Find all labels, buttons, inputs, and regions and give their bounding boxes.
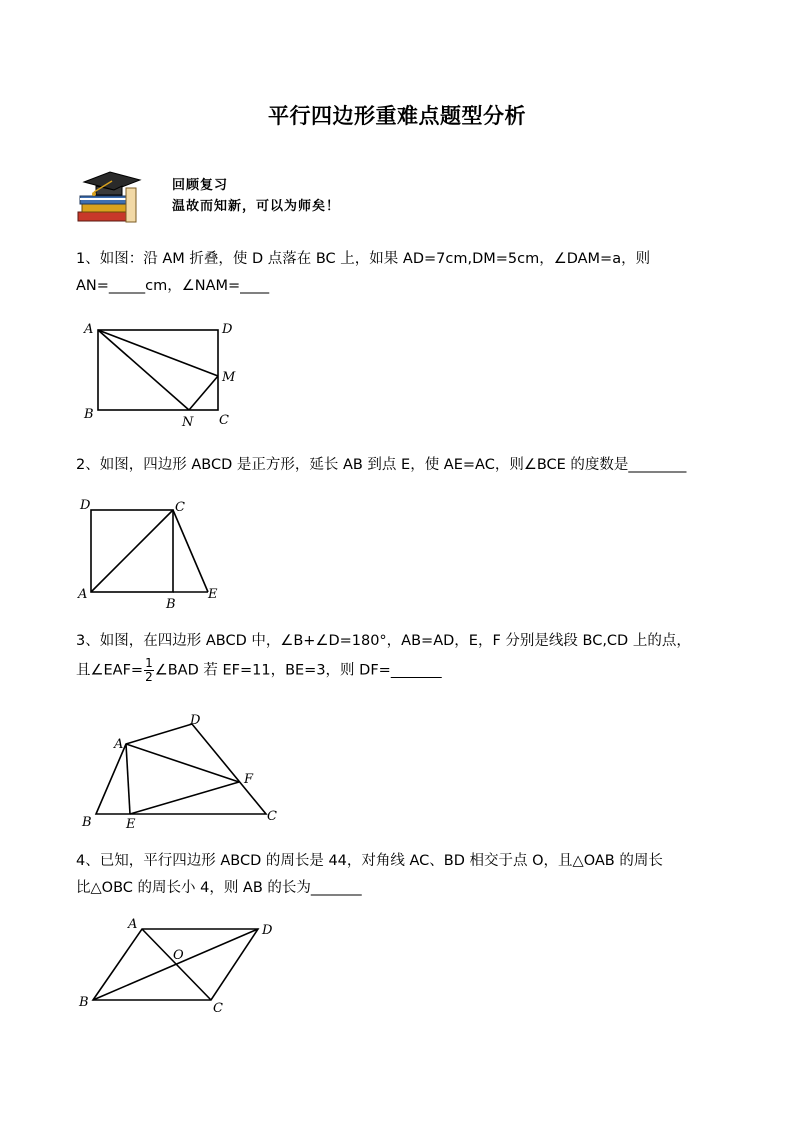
fig3-label-b: B bbox=[82, 815, 92, 830]
fig2-segment-ac bbox=[91, 510, 173, 592]
page-title: 平行四边形重难点题型分析 bbox=[268, 103, 526, 128]
review-heading: 回顾复习 bbox=[172, 178, 229, 193]
review-banner bbox=[76, 168, 456, 228]
fig2-segment-ce bbox=[173, 510, 208, 592]
fig3-label-e: E bbox=[126, 817, 136, 832]
fig1-label-m: M bbox=[222, 370, 236, 385]
fig4-label-o: O bbox=[173, 948, 184, 963]
fig4-label-c: C bbox=[213, 1001, 223, 1016]
fig1-segment-nm bbox=[189, 376, 218, 410]
fig3-label-c: C bbox=[267, 809, 277, 824]
figure-1-rectangle-fold bbox=[76, 316, 256, 434]
fig1-label-d: D bbox=[222, 322, 233, 337]
fig4-label-b: B bbox=[79, 995, 89, 1010]
fig1-label-c: C bbox=[219, 413, 229, 428]
question-4 bbox=[76, 848, 736, 902]
fraction-numerator: 1 bbox=[145, 656, 153, 670]
fraction-denominator: 2 bbox=[145, 670, 153, 684]
question-2-line-1: 2、如图，四边形 ABCD 是正方形，延长 AB 到点 E，使 AE=AC，则∠BCE 的度数是________ bbox=[76, 457, 687, 473]
fig3-segment-ef bbox=[130, 782, 239, 814]
fig2-label-a: A bbox=[78, 587, 88, 602]
fig3-label-f: F bbox=[244, 772, 254, 787]
question-3-line-2 bbox=[76, 657, 736, 685]
fig1-label-a: A bbox=[84, 322, 94, 337]
question-2 bbox=[76, 452, 736, 479]
fig4-label-d: D bbox=[262, 923, 273, 938]
review-motto: 温故而知新，可以为师矣！ bbox=[172, 199, 341, 214]
fig1-label-b: B bbox=[84, 407, 94, 422]
fig1-segment-an bbox=[98, 330, 189, 410]
figure-3-quadrilateral bbox=[76, 706, 296, 834]
fig2-label-c: C bbox=[175, 500, 185, 515]
question-4-line-1: 4、已知，平行四边形 ABCD 的周长是 44，对角线 AC、BD 相交于点 O，且△OAB 的周长 bbox=[76, 853, 663, 869]
fig2-label-d: D bbox=[80, 498, 91, 513]
figure-4-parallelogram bbox=[76, 912, 296, 1018]
fig4-label-a: A bbox=[128, 917, 138, 932]
question-3-line-1: 3、如图，在四边形 ABCD 中，∠B+∠D=180°，AB=AD，E，F 分别是线段 BC,CD 上的点， bbox=[76, 633, 691, 649]
question-4-line-2: 比△OBC 的周长小 4，则 AB 的长为_______ bbox=[76, 880, 362, 896]
question-1 bbox=[76, 246, 736, 300]
question-3 bbox=[76, 628, 736, 685]
fig2-label-b: B bbox=[166, 597, 176, 612]
question-3-line-2-start: 且∠EAF= bbox=[76, 662, 144, 679]
fig1-segment-am bbox=[98, 330, 218, 376]
graduation-cap-on-books-icon bbox=[76, 168, 156, 226]
fig3-segment-ae bbox=[126, 744, 130, 814]
fig3-label-a: A bbox=[114, 737, 124, 752]
figure-2-square-extension bbox=[76, 496, 236, 614]
fig1-label-n: N bbox=[182, 415, 194, 430]
fig3-segment-af bbox=[126, 744, 239, 782]
question-3-line-2-end: ∠BAD 若 EF=11，BE=3，则 DF=_______ bbox=[154, 662, 442, 679]
fig2-label-e: E bbox=[208, 587, 218, 602]
fraction-one-half bbox=[144, 657, 154, 684]
question-1-line-1: 1、如图：沿 AM 折叠，使 D 点落在 BC 上，如果 AD=7cm,DM=5cm，∠DAM=a，则 bbox=[76, 251, 651, 267]
question-1-line-2: AN=_____cm，∠NAM=____ bbox=[76, 278, 270, 294]
fig3-label-d: D bbox=[190, 713, 201, 728]
